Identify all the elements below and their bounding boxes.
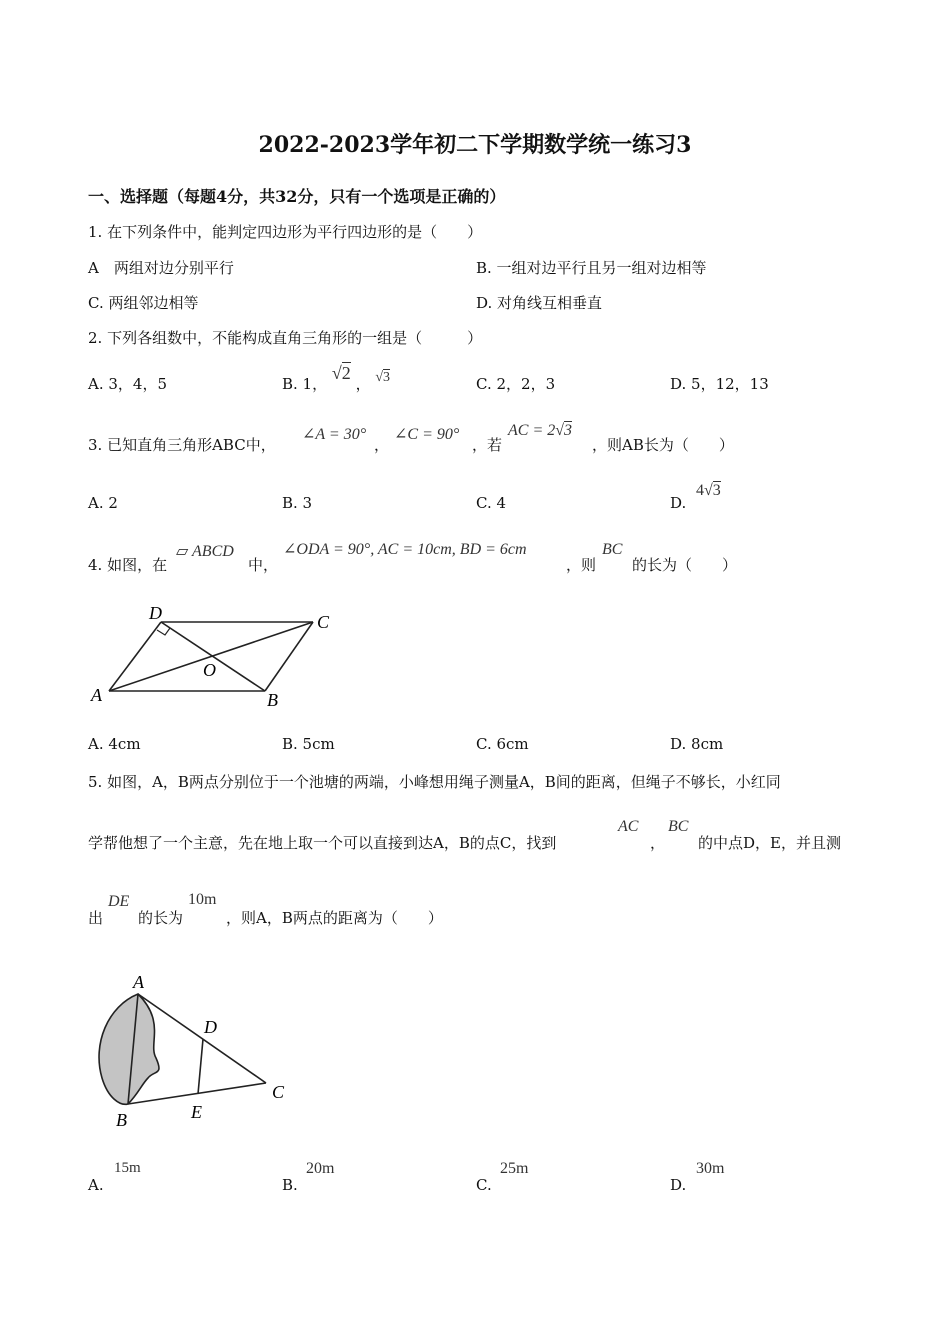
q5-de-length: 10m: [188, 891, 217, 908]
q4-figure: [85, 600, 345, 715]
section-heading: 一、选择题（每题4分，共32分，只有一个选项是正确的）: [88, 187, 506, 206]
q5-bc: BC: [668, 818, 689, 835]
q3-ac-length: AC = 2√3: [508, 422, 573, 439]
page-title: 2022-2023学年初二下学期数学统一练习3: [258, 132, 692, 158]
q2-sqrt3: √3: [375, 370, 391, 385]
q5-stem-line1: 5. 如图，A，B两点分别位于一个池塘的两端，小峰想用绳子测量A，B间的距离，但绳子不够长，小红同: [88, 773, 781, 791]
q4-label-o: O: [203, 660, 216, 680]
q4-conditions: ∠ODA = 90°, AC = 10cm, BD = 6cm: [283, 541, 527, 558]
q5-label-b: B: [116, 1110, 127, 1130]
q2-option-c: C. 2，2，3: [476, 375, 556, 393]
q4-option-b: B. 5cm: [282, 735, 335, 753]
q3-option-c: C. 4: [476, 494, 507, 512]
q4-side-da: [109, 622, 161, 691]
q3-angle-c: ∠C = 90°: [394, 426, 460, 443]
q4-side-bc: [265, 622, 313, 691]
q3-angle-a: ∠A = 30°: [302, 426, 367, 443]
q5-option-c-label: C.: [476, 1176, 492, 1194]
q5-sep: ，: [650, 834, 666, 852]
q2-option-b-sep: ，: [355, 375, 371, 393]
q1-option-a: A 两组对边分别平行: [88, 259, 234, 277]
q3-sep1: ，: [374, 436, 390, 454]
q4-parallelogram: ▱ ABCD: [176, 543, 234, 560]
q5-option-a-label: A.: [88, 1176, 104, 1194]
q4-label-c: C: [317, 612, 330, 632]
q5-de: DE: [108, 893, 130, 910]
q5-segment-bc: [128, 1083, 266, 1104]
q3-option-b: B. 3: [282, 494, 313, 512]
q5-option-d-value: 30m: [696, 1160, 725, 1177]
q3-option-a: A. 2: [88, 494, 118, 512]
q3-option-d-value: 4√3: [696, 482, 721, 499]
q5-option-d-label: D.: [670, 1176, 687, 1194]
q4-stem-mid: 中，: [248, 556, 279, 574]
q2-option-b: [282, 363, 391, 394]
q4-option-a: A. 4cm: [88, 735, 141, 753]
q4-option-c: C. 6cm: [476, 735, 529, 753]
q3-stem-start: 3. 已知直角三角形ABC中，: [88, 436, 276, 454]
q4-right-angle-mark: [157, 628, 170, 635]
q3-sep2: ，若: [472, 436, 503, 454]
q5-stem-line2a: 学帮他想了一个主意，先在地上取一个可以直接到达A，B的点C，找到: [88, 834, 557, 852]
q1-stem: 1. 在下列条件中，能判定四边形为平行四边形的是（ ）: [88, 223, 483, 241]
q2-sqrt2: √2: [331, 363, 351, 383]
q1-option-c: C. 两组邻边相等: [88, 294, 199, 312]
q5-option-c-value: 25m: [500, 1160, 529, 1177]
q5-stem-line3c: ，则A，B两点的距离为（ ）: [226, 909, 443, 927]
q5-label-c: C: [272, 1082, 285, 1102]
q4-diagonal-bd: [161, 622, 265, 691]
q3-stem-end: ，则AB长为（ ）: [592, 436, 734, 454]
q4-label-d: D: [149, 603, 162, 623]
q5-option-b-value: 20m: [306, 1160, 335, 1177]
q2-option-a: A. 3，4，5: [88, 375, 167, 393]
q4-stem-end: 的长为（ ）: [632, 556, 738, 574]
q4-stem-then: ，则: [566, 556, 597, 574]
q4-label-b: B: [267, 690, 278, 710]
q4-bc: BC: [602, 541, 623, 558]
q1-option-b: B. 一组对边平行且另一组对边相等: [476, 259, 707, 277]
q5-figure: [90, 966, 300, 1134]
q2-option-d: D. 5，12，13: [670, 375, 769, 393]
q5-label-e: E: [191, 1102, 202, 1122]
q4-diagonal-ac: [109, 622, 313, 691]
q5-label-d: D: [204, 1017, 217, 1037]
q5-stem-line3a: 出: [88, 909, 104, 927]
q3-option-d: D.: [670, 494, 687, 512]
q5-label-a: A: [133, 972, 144, 992]
q5-segment-de: [198, 1039, 203, 1094]
q4-option-d: D. 8cm: [670, 735, 724, 753]
q1-option-d: D. 对角线互相垂直: [476, 294, 603, 312]
q5-ac: AC: [618, 818, 639, 835]
q2-stem: 2. 下列各组数中，不能构成直角三角形的一组是（ ）: [88, 329, 483, 347]
q5-stem-line2b: 的中点D，E，并且测: [698, 834, 841, 852]
q2-option-b-prefix: B. 1，: [282, 375, 328, 393]
q5-option-a-value: 15m: [114, 1160, 141, 1176]
q4-stem-start: 4. 如图，在: [88, 556, 168, 574]
q5-stem-line3b: 的长为: [138, 909, 184, 927]
q5-option-b-label: B.: [282, 1176, 298, 1194]
q4-label-a: A: [91, 685, 102, 705]
